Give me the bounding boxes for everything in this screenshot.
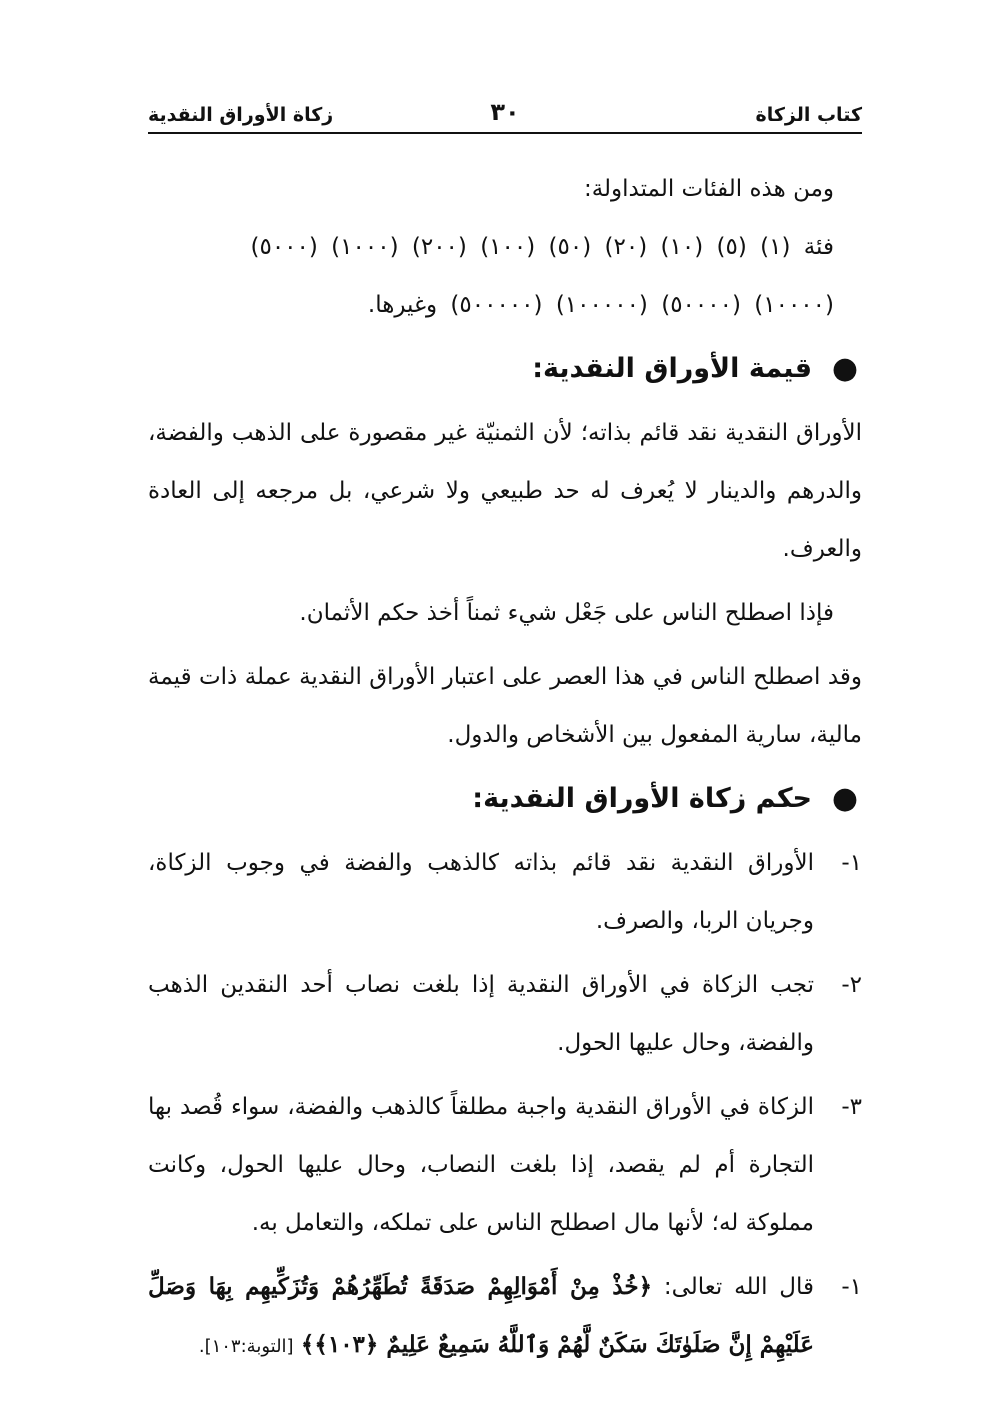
item-number: ١- — [841, 1274, 862, 1300]
numbered-item — [148, 956, 862, 1072]
numbered-item — [148, 1078, 862, 1252]
item-number: ١- — [841, 850, 862, 876]
denominations-line-1: فئة (١) (٥) (١٠) (٢٠) (٥٠) (١٠٠) (٢٠٠) (١٠٠٠) (٥٠٠٠) — [250, 234, 834, 260]
item-number: ٢- — [841, 972, 862, 998]
running-header — [148, 96, 862, 136]
item-number: ٣- — [841, 1094, 862, 1120]
item-text: الأوراق النقدية نقد قائم بذاته كالذهب والفضة في وجوب الزكاة، وجريان الربا، والصرف. — [148, 850, 814, 934]
denominations-line-2: (١٠٠٠٠) (٥٠٠٠٠) (١٠٠٠٠٠) (٥٠٠٠٠٠) وغيرها. — [367, 292, 834, 318]
page-number: ٣٠ — [490, 98, 520, 126]
intro-line: ومن هذه الفئات المتداولة: — [583, 176, 834, 202]
book-title: كتاب الزكاة — [755, 104, 862, 126]
bullet-icon: ● — [831, 351, 858, 386]
heading-text: قيمة الأوراق النقدية: — [532, 353, 812, 384]
heading-text: حكم زكاة الأوراق النقدية: — [472, 783, 812, 814]
paragraph: وقد اصطلح الناس في هذا العصر على اعتبار الأوراق النقدية عملة ذات قيمة مالية، سارية المفعول بين الأشخاص والدول. — [148, 664, 862, 748]
body-text — [148, 160, 862, 1376]
item-text: تجب الزكاة في الأوراق النقدية إذا بلغت نصاب أحد النقدين الذهب والفضة، وحال عليها الحول. — [148, 972, 814, 1056]
paragraph: فإذا اصطلح الناس على جَعْل شيء ثمناً أخذ حكم الأثمان. — [299, 600, 834, 626]
item-text: الزكاة في الأوراق النقدية واجبة مطلقاً كالذهب والفضة، سواء قُصد بها التجارة أم لم يقصد، إذا بلغت النصاب، وحال عليها الحول، وكانت مملوكة له؛ لأنها مال اصطلح الناس على تملكه، والتعامل به. — [148, 1094, 814, 1236]
verse-reference: [التوبة:١٠٣]. — [198, 1336, 294, 1357]
paragraph: الأوراق النقدية نقد قائم بذاته؛ لأن الثمنيّة غير مقصورة على الذهب والفضة، والدرهم والدينار لا يُعرف له حد طبيعي ولا شرعي، بل مرجعه إلى العادة والعرف. — [148, 420, 862, 562]
evidence-lead: قال الله تعالى: — [663, 1274, 814, 1300]
evidence-item — [148, 1258, 862, 1376]
numbered-item — [148, 834, 862, 950]
header-rule — [148, 132, 862, 134]
bullet-icon: ● — [831, 781, 858, 816]
quran-verse: ﴿خُذْ مِنْ أَمْوَالِهِمْ صَدَقَةً تُطَهِّرُهُمْ وَتُزَكِّيهِم بِهَا وَصَلِّ عَلَيْهِمْ إِنَّ صَلَوٰتَكَ سَكَنٌ لَّهُمْ وَٱللَّهُ سَمِيعٌ عَلِيمٌ ﴿١٠٣﴾﴾ — [148, 1273, 814, 1358]
section-heading-ruling — [148, 770, 862, 828]
chapter-title: زكاة الأوراق النقدية — [148, 104, 334, 126]
section-heading-value — [148, 340, 862, 398]
